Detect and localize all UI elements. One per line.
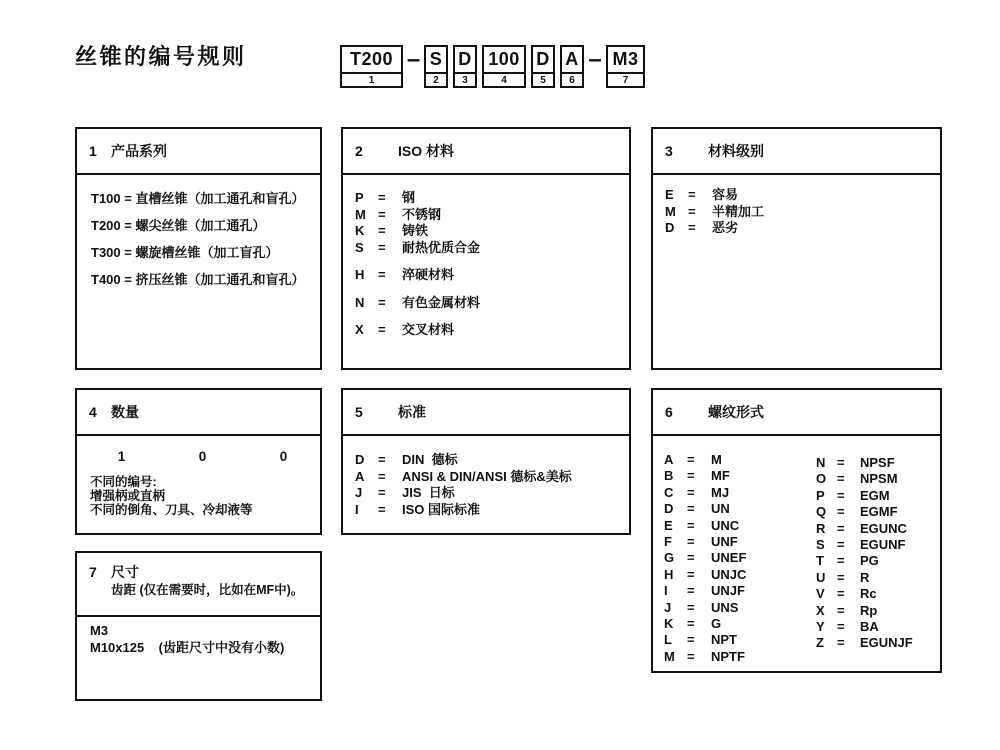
thread-row (664, 600, 746, 616)
code-letter: L (664, 632, 672, 648)
code-meaning: EGUNJF (860, 635, 913, 651)
equals-sign: = (687, 468, 695, 484)
section-number: 7 (89, 564, 97, 580)
material-row (355, 207, 629, 224)
code-meaning: NPSF (860, 455, 895, 470)
section-title: 产品系列 (111, 143, 167, 159)
note-line: 不同的编号: (90, 475, 157, 489)
material-row (355, 267, 629, 284)
code-meaning: EGUNC (860, 520, 907, 536)
code-meaning: NPT (711, 632, 737, 648)
thread-row (816, 570, 913, 586)
code-value: D (458, 49, 472, 69)
section-header (343, 390, 629, 436)
page-title: 丝锥的编号规则 (75, 44, 247, 69)
code-value: S (429, 49, 443, 69)
code-meaning: MJ (711, 484, 730, 500)
equals-sign: = (687, 583, 695, 599)
thread-form-col1 (664, 436, 746, 665)
series-item: T300 = 螺旋槽丝锥（加工盲孔） (91, 245, 279, 260)
series-item: T200 = 螺尖丝锥（加工通孔） (91, 218, 266, 233)
code-letter: M (664, 648, 675, 664)
thread-row (816, 586, 913, 602)
equals-sign: = (687, 648, 695, 664)
code-segment-1 (340, 45, 403, 88)
code-letter: A (355, 468, 365, 484)
thread-row (664, 567, 746, 583)
code-segment-7 (606, 45, 645, 88)
section-header (653, 390, 940, 436)
thread-row (664, 518, 746, 534)
code-meaning: UNF (711, 534, 738, 550)
code-position-number: 5 (533, 72, 553, 86)
section-subtitle: 齿距 (仅在需要时，比如在MF中)。 (111, 583, 304, 597)
grade-row (665, 220, 940, 237)
equals-sign: = (837, 520, 845, 536)
equals-sign: = (837, 487, 845, 503)
code-meaning: UNEF (711, 550, 747, 566)
code-meaning: UN (711, 501, 730, 517)
section-header (77, 553, 320, 617)
section-number: 2 (355, 143, 363, 159)
digit: 1 (117, 449, 126, 464)
code-value: A (565, 49, 579, 69)
thread-row (664, 632, 746, 648)
code-meaning: 有色金属材料 (402, 294, 481, 310)
material-row (355, 240, 629, 257)
code-meaning: ANSI & DIN/ANSI 德标&美标 (402, 468, 572, 484)
code-letter: C (664, 484, 674, 500)
equals-sign: = (378, 452, 386, 467)
thread-row (664, 485, 746, 501)
code-letter: H (355, 267, 365, 282)
code-position-number: 1 (342, 72, 401, 86)
code-value: D (536, 49, 550, 69)
code-letter: H (664, 566, 674, 582)
code-meaning: 不锈钢 (402, 206, 442, 222)
code-meaning: Rc (860, 586, 877, 602)
code-segment-3 (453, 45, 477, 88)
series-item: T400 = 挤压丝锥（加工通孔和盲孔） (91, 272, 305, 287)
code-letter: Z (816, 635, 824, 651)
standard-row (355, 485, 629, 502)
code-meaning: R (860, 569, 870, 585)
thread-row (664, 468, 746, 484)
code-meaning: UNS (711, 599, 739, 615)
equals-sign: = (837, 602, 845, 618)
code-segment-4 (482, 45, 526, 88)
section-title: 材料级别 (708, 143, 764, 159)
equals-sign: = (688, 220, 696, 235)
code-letter: M (665, 203, 676, 219)
quantity-notes (77, 464, 320, 517)
equals-sign: = (837, 455, 845, 470)
equals-sign: = (687, 599, 695, 615)
equals-sign: = (378, 322, 386, 337)
standard-row (355, 502, 629, 519)
code-letter: D (355, 452, 365, 467)
thread-row (664, 616, 746, 632)
note-line: 不同的倒角、刀具、冷却液等 (90, 502, 253, 517)
code-meaning: 半精加工 (712, 203, 765, 219)
code-letter: X (355, 322, 364, 337)
code-position-number: 3 (455, 72, 475, 86)
thread-row (816, 471, 913, 487)
code-letter: A (664, 452, 674, 467)
section-size (75, 551, 322, 701)
code-letter: R (816, 520, 826, 536)
series-list (77, 175, 320, 293)
section-product-series (75, 127, 322, 370)
thread-row (816, 635, 913, 651)
code-letter: X (816, 602, 825, 618)
standard-list (343, 436, 629, 518)
thread-row (664, 534, 746, 550)
section-thread-form (651, 388, 942, 673)
equals-sign: = (687, 566, 695, 582)
equals-sign: = (378, 294, 386, 310)
equals-sign: = (688, 187, 696, 202)
section-title: ISO 材料 (398, 143, 455, 159)
equals-sign: = (687, 517, 695, 533)
code-position-number: 2 (426, 72, 446, 86)
code-meaning: EGUNF (860, 537, 906, 553)
material-row (355, 223, 629, 240)
equals-sign: = (687, 452, 695, 467)
code-letter: N (816, 455, 826, 470)
code-letter: G (664, 550, 675, 566)
section-number: 4 (89, 404, 97, 420)
thread-form-columns (653, 436, 940, 671)
equals-sign: = (378, 267, 386, 282)
section-number: 5 (355, 404, 363, 420)
code-meaning: UNC (711, 517, 740, 533)
code-meaning: 交叉材料 (402, 322, 455, 337)
section-number: 3 (665, 143, 673, 159)
equals-sign: = (378, 468, 386, 484)
code-letter: I (664, 583, 668, 599)
equals-sign: = (378, 190, 386, 205)
code-meaning: MF (711, 468, 730, 484)
code-position-number: 6 (562, 72, 582, 86)
code-letter: D (664, 501, 674, 517)
thread-row (816, 553, 913, 569)
material-row (355, 322, 629, 339)
code-letter: I (355, 501, 359, 517)
section-title: 螺纹形式 (708, 404, 764, 420)
equals-sign: = (378, 501, 386, 517)
code-meaning: NPSM (860, 471, 898, 487)
thread-row (816, 521, 913, 537)
thread-row (816, 455, 913, 471)
section-header (77, 390, 320, 436)
code-meaning: 钢 (402, 190, 416, 205)
section-number: 6 (665, 404, 673, 420)
standard-row (355, 469, 629, 486)
size-example: M10x125 (齿距尺寸中没有小数) (90, 640, 285, 655)
code-meaning: 容易 (712, 187, 739, 202)
equals-sign: = (837, 504, 845, 520)
code-position-number: 7 (608, 72, 643, 86)
dash-separator: – (406, 45, 421, 73)
section-material-grade (651, 127, 942, 370)
section-header (653, 129, 940, 175)
code-letter: P (355, 190, 364, 205)
thread-row (816, 504, 913, 520)
equals-sign: = (687, 632, 695, 648)
grade-row (665, 204, 940, 221)
equals-sign: = (378, 485, 386, 500)
code-value: 100 (488, 49, 520, 69)
equals-sign: = (378, 223, 386, 238)
equals-sign: = (378, 239, 386, 255)
thread-row (816, 619, 913, 635)
code-letter: Y (816, 619, 825, 635)
code-letter: P (816, 487, 825, 503)
code-meaning: 淬硬材料 (402, 267, 455, 282)
code-letter: J (355, 485, 363, 500)
equals-sign: = (837, 586, 845, 602)
code-meaning: M (711, 452, 722, 467)
code-segment-5 (531, 45, 555, 88)
equals-sign: = (688, 203, 696, 219)
section-iso-material (341, 127, 631, 370)
code-meaning: UNJC (711, 566, 747, 582)
code-letter: K (355, 223, 365, 238)
code-segment-2 (424, 45, 448, 88)
section-number: 1 (89, 143, 97, 159)
equals-sign: = (687, 550, 695, 566)
code-letter: B (664, 468, 674, 484)
code-meaning: G (711, 616, 722, 632)
code-position-number: 4 (484, 72, 524, 86)
thread-row (664, 501, 746, 517)
digit: 0 (279, 449, 288, 464)
section-header (77, 129, 320, 175)
material-list (343, 175, 629, 339)
thread-row (664, 583, 746, 599)
code-strip (340, 45, 645, 88)
thread-row (816, 537, 913, 553)
code-letter: N (355, 294, 365, 310)
grade-row (665, 187, 940, 204)
code-meaning: DIN 德标 (402, 452, 458, 467)
series-item: T100 = 直槽丝锥（加工通孔和盲孔） (91, 191, 305, 206)
code-meaning: Rp (860, 602, 878, 618)
code-meaning: 铸铁 (402, 223, 429, 238)
thread-row (664, 649, 746, 665)
section-title: 标准 (398, 404, 426, 420)
equals-sign: = (837, 569, 845, 585)
equals-sign: = (378, 206, 386, 222)
code-letter: M (355, 206, 366, 222)
quantity-digits (77, 436, 320, 464)
material-row (355, 295, 629, 312)
equals-sign: = (687, 484, 695, 500)
code-meaning: JIS 日标 (402, 485, 455, 500)
code-letter: J (664, 599, 672, 615)
code-meaning: 耐热优质合金 (402, 239, 481, 255)
code-letter: O (816, 471, 827, 487)
size-example: M3 (90, 623, 109, 638)
code-meaning: ISO 国际标准 (402, 501, 481, 517)
code-letter: K (664, 616, 674, 632)
thread-form-col2 (816, 436, 913, 652)
code-letter: U (816, 569, 826, 585)
code-segment-6 (560, 45, 584, 88)
code-letter: T (816, 553, 824, 569)
section-header (343, 129, 629, 175)
dash-separator: – (588, 45, 602, 73)
code-letter: F (664, 534, 672, 550)
grade-list (653, 175, 940, 237)
equals-sign: = (687, 534, 695, 550)
digit: 0 (198, 449, 207, 464)
code-value: M3 (612, 49, 639, 69)
code-letter: D (665, 220, 675, 235)
section-title: 尺寸 (111, 564, 139, 580)
equals-sign: = (837, 619, 845, 635)
size-list (77, 617, 320, 656)
section-standard (341, 388, 631, 535)
thread-row (664, 550, 746, 566)
code-value: T200 (349, 49, 394, 69)
code-meaning: EGM (860, 487, 890, 503)
code-meaning: 恶劣 (712, 220, 739, 235)
code-meaning: EGMF (860, 504, 898, 520)
section-title: 数量 (111, 404, 139, 420)
standard-row (355, 452, 629, 469)
thread-row (816, 488, 913, 504)
equals-sign: = (837, 471, 845, 487)
note-line: 增强柄或直柄 (90, 488, 166, 503)
code-meaning: UNJF (711, 583, 745, 599)
code-meaning: PG (860, 553, 879, 569)
code-meaning: BA (860, 619, 879, 635)
thread-row (664, 452, 746, 468)
code-meaning: NPTF (711, 648, 745, 664)
code-letter: S (816, 537, 825, 553)
code-letter: Q (816, 504, 827, 520)
section-quantity (75, 388, 322, 535)
equals-sign: = (837, 537, 845, 553)
material-row (355, 190, 629, 207)
code-letter: E (664, 517, 673, 533)
thread-row (816, 603, 913, 619)
equals-sign: = (837, 635, 845, 651)
equals-sign: = (687, 501, 695, 517)
code-letter: V (816, 586, 825, 602)
code-letter: E (665, 187, 674, 202)
equals-sign: = (687, 616, 695, 632)
code-letter: S (355, 239, 364, 255)
equals-sign: = (837, 553, 845, 569)
